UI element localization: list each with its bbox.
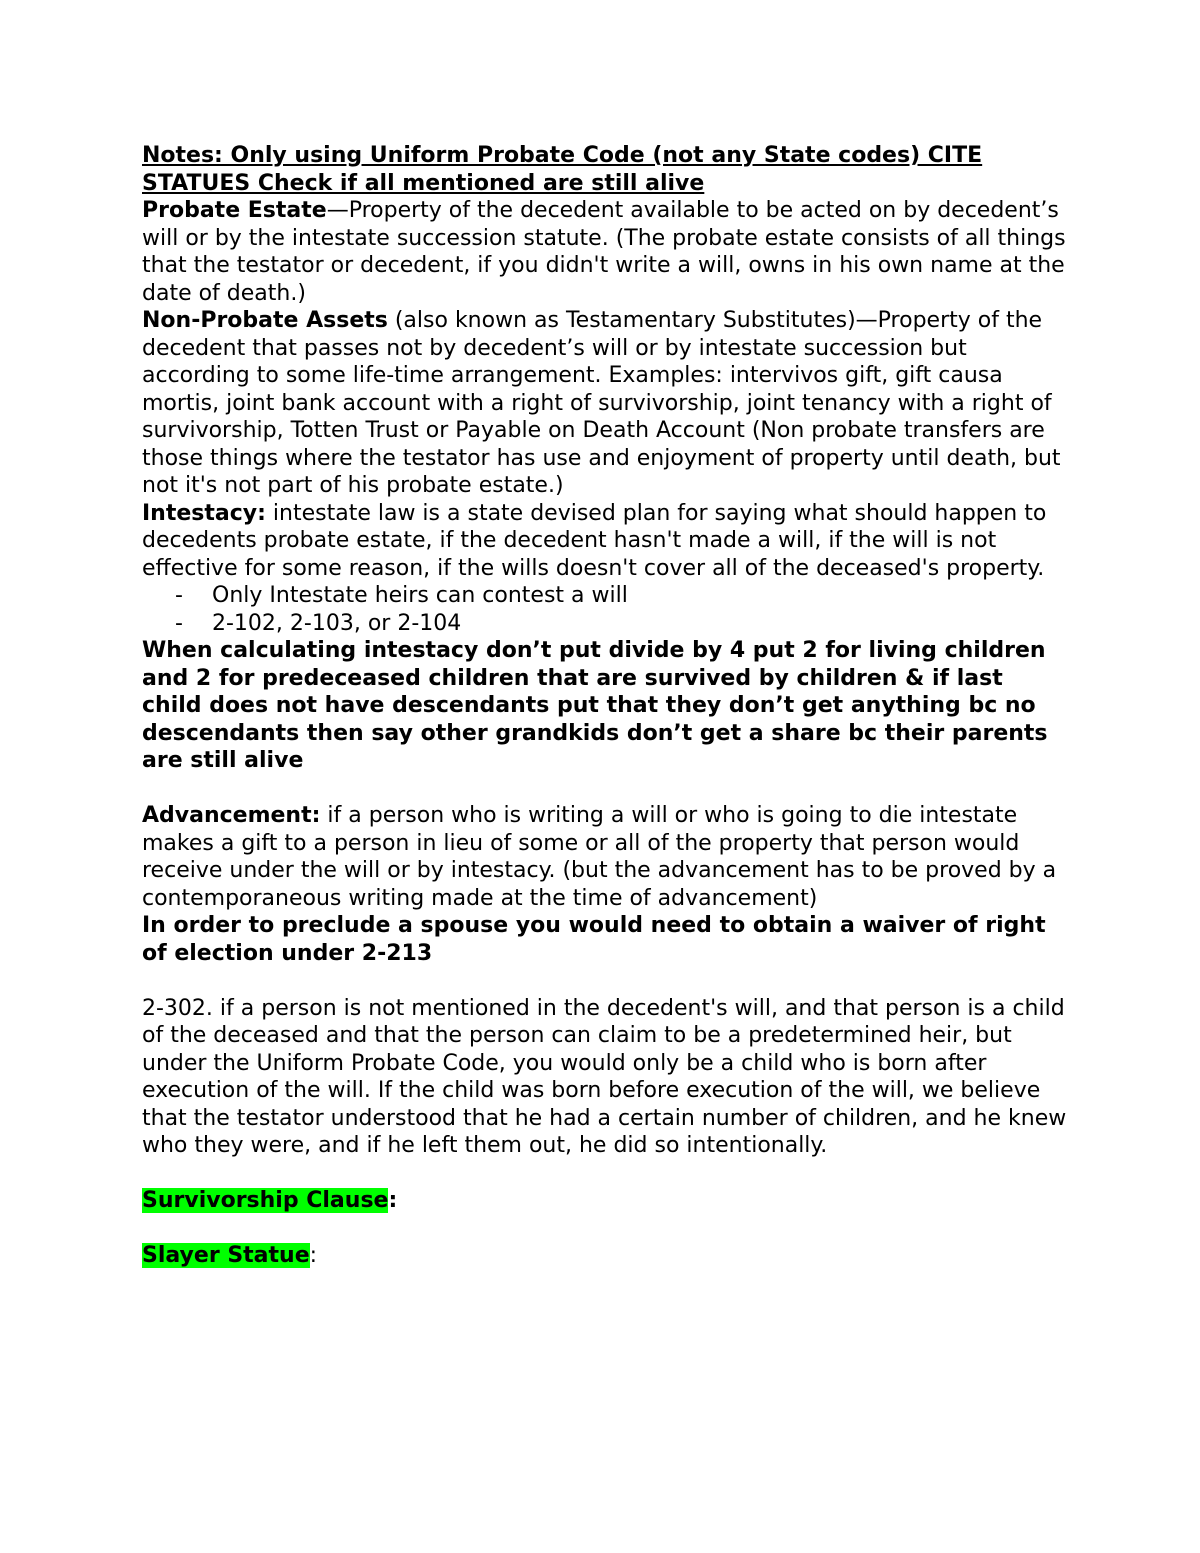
probate-estate-text: —Property of the decedent available to be acted on by decedent’s will or by the intestate succession statute. (The probate estate consists of all things that the testator or decedent, if you didn't write a will, owns in his own name at the date of death.) [142,198,1066,306]
list-item [142,610,1067,638]
blank-line [142,967,1067,995]
survivorship-clause-heading [142,1187,1067,1215]
blank-line [142,1160,1067,1188]
intestacy-text: intestate law is a state devised plan for saying what should happen to decedents probate estate, if the decedent hasn't made a will, if the will is not effective for some reason, if the wills doesn't cover all of the deceased's property. [142,500,1047,581]
slayer-statue-heading [142,1242,1067,1270]
dash-bullet-icon: - [175,610,183,636]
blank-line [142,775,1067,803]
survivorship-clause-term: Survivorship Clause [142,1188,389,1213]
notes-heading: Notes: Only using Uniform Probate Code (not any State codes) CITE STATUES Check if all mentioned are still alive [142,143,983,196]
list-item-text: Only Intestate heirs can contest a will [212,583,628,608]
advancement-text: if a person who is writing a will or who is going to die intestate makes a gift to a person in lieu of some or all of the property that person would receive under the will or by intestacy. (but the advancement has to be proved by a contemporaneous writing made at the time of advancement) [142,803,1057,911]
probate-estate-paragraph [142,197,1067,307]
non-probate-paragraph [142,307,1067,500]
intestacy-list [142,582,1067,637]
survivorship-clause-colon: : [388,1188,398,1213]
non-probate-term: Non-Probate Assets [142,308,388,333]
document-page [142,142,1067,1270]
probate-estate-term: Probate Estate [142,198,327,223]
intestacy-paragraph [142,500,1067,583]
slayer-statue-colon: : [309,1243,318,1268]
blank-line [142,1215,1067,1243]
spouse-note: In order to preclude a spouse you would need to obtain a waiver of right of election under 2-213 [142,913,1046,966]
advancement-term: Advancement: [142,803,321,828]
list-item [142,582,1067,610]
calculation-note: When calculating intestacy don’t put divide by 4 put 2 for living children and 2 for predeceased children that are survived by children & if last child does not have descendants put that they don’t get anything bc no descendants then say other grandkids don’t get a share bc their parents are still alive [142,638,1048,773]
non-probate-text: (also known as Testamentary Substitutes)—Property of the decedent that passes not by decedent’s will or by intestate succession but according to some life-time arrangement. Examples: intervivos gift, gift causa mortis, joint bank account with a right of survivorship, joint tenancy with a right of survivorship, Totten Trust or Payable on Death Account (Non probate transfers are those things where the testator has use and enjoyment of property until death, but not it's not part of his probate estate.) [142,308,1061,498]
dash-bullet-icon: - [175,583,183,608]
intestacy-term: Intestacy: [142,500,266,526]
slayer-statue-term: Slayer Statue [142,1243,310,1268]
advancement-paragraph [142,802,1067,912]
list-item-text: 2-102, 2-103, or 2-104 [212,610,462,636]
section-2-302-paragraph: 2-302. if a person is not mentioned in the decedent's will, and that person is a child of the deceased and that the person can claim to be a predetermined heir, but under the Uniform Probate Code, you would only be a child who is born after execution of the will. If the child was born before execution of the will, we believe that the testator understood that he had a certain number of children, and he knew who they were, and if he left them out, he did so intentionally. [142,995,1067,1158]
